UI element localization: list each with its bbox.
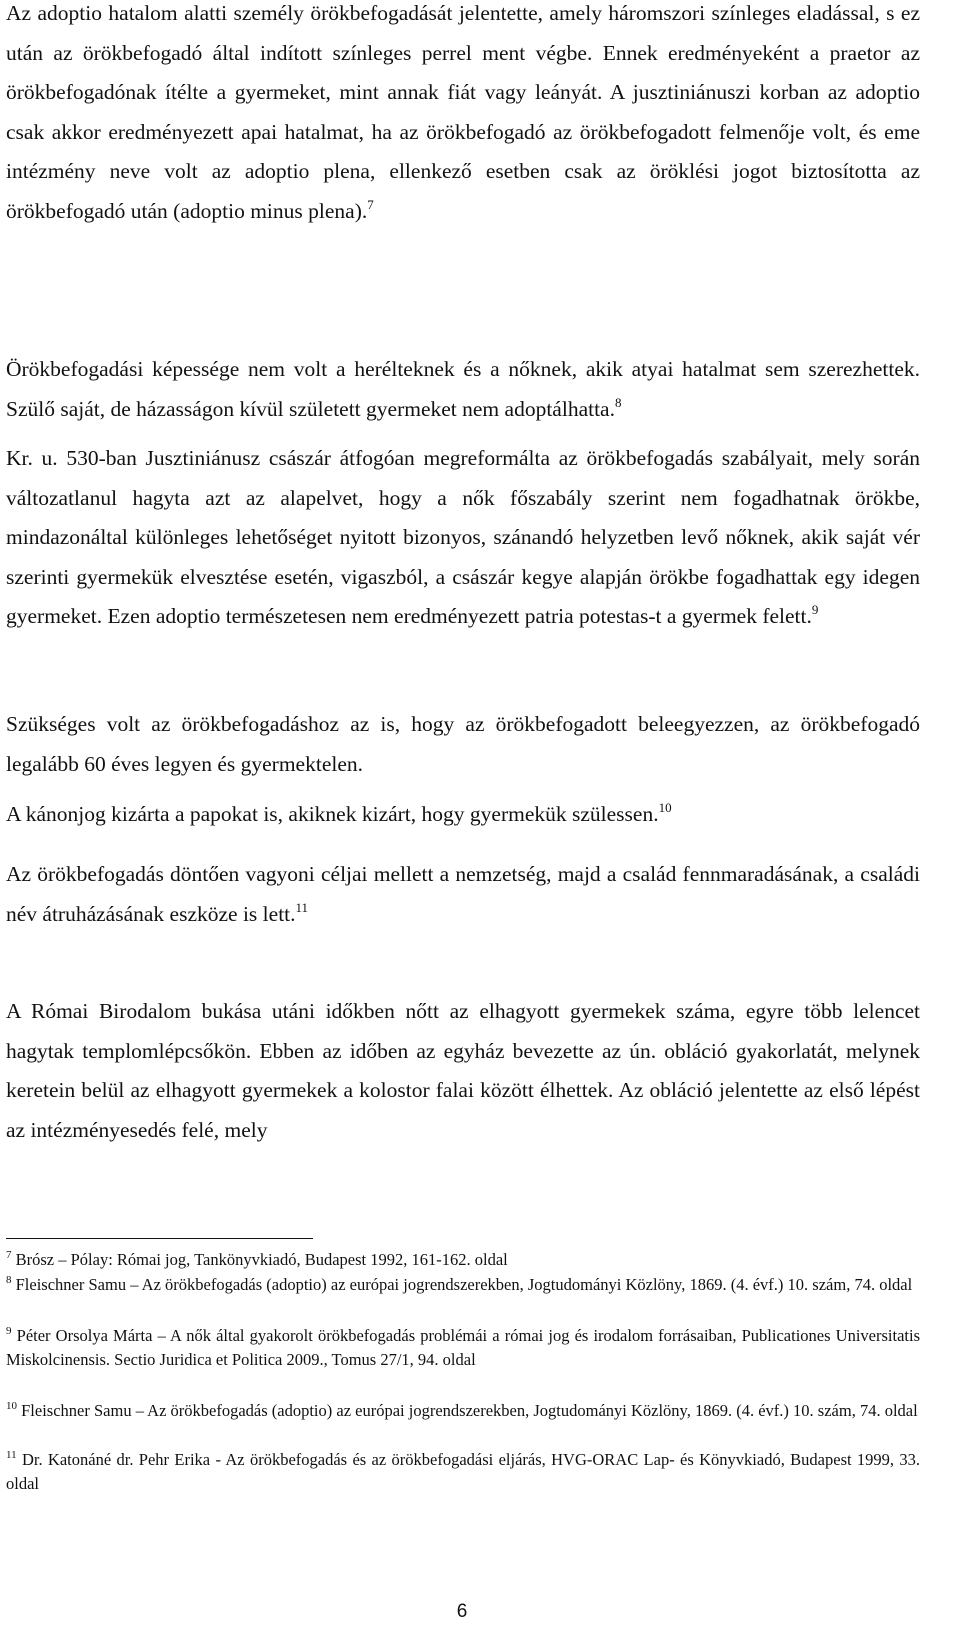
footnote-7 xyxy=(6,1248,920,1272)
paragraph-romai-birodalom xyxy=(6,992,920,1150)
footnote-10 xyxy=(6,1399,920,1423)
footnote-number: 11 xyxy=(6,1449,17,1461)
page-number: 6 xyxy=(456,1601,468,1622)
paragraph-text: Szükséges volt az örökbefogadáshoz az is, hogy az örökbefogadott beleegyezzen, az örökbefogadó legalább 60 éves legyen és gyermektelen. xyxy=(6,712,920,776)
paragraph-text: Az örökbefogadás döntően vagyoni céljai mellett a nemzetség, majd a család fennmaradásának, a családi név átruházásának eszköze is lett. xyxy=(6,862,920,926)
footnote-ref[interactable]: 7 xyxy=(367,196,374,212)
paragraph-vagyoni-celok xyxy=(6,855,920,934)
footnote-text: Fleischner Samu – Az örökbefogadás (adoptio) az európai jogrendszerekben, Jogtudományi Közlöny, 1869. (4. évf.) 10. szám, 74. oldal xyxy=(21,1401,918,1420)
paragraph-text: Kr. u. 530-ban Jusztiniánusz császár átfogóan megreformálta az örökbefogadás szabályait, mely során változatlanul hagyta azt az alapelvet, hogy a nők főszabály szerint nem fogadhatnak örökbe, mindazonáltal különleges lehetőséget nyitott bizonyos, szánandó helyzetben levő nőknek, akik saját vér szerinti gyermekük elvesztése esetén, vigaszból, a császár kegye alapján örökbe fogadhattak egy idegen gyermeket. Ezen adoptio természetesen nem eredményezett patria potestas-t a gyermek felett. xyxy=(6,446,920,628)
paragraph-text: Örökbefogadási képessége nem volt a herélteknek és a nőknek, akik atyai hatalmat sem szerezhettek. Szülő saját, de házasságon kívül született gyermeket nem adoptálhatta. xyxy=(6,357,920,421)
footnote-separator xyxy=(6,1238,313,1239)
paragraph-kanonjog xyxy=(6,795,920,835)
paragraph-kepesseg xyxy=(6,350,920,429)
footnote-number: 10 xyxy=(6,1400,17,1412)
paragraph-text: A Római Birodalom bukása utáni időkben nőtt az elhagyott gyermekek száma, egyre több lelencet hagytak templomlépcsőkön. Ebben az időben az egyház bevezette az ún. obláció gyakorlatát, melynek keretein belül az elhagyott gyermekek a kolostor falai között élhettek. Az obláció jelentette az első lépést az intézményesedés felé, mely xyxy=(6,999,920,1142)
footnote-ref[interactable]: 11 xyxy=(295,899,309,915)
paragraph-text: Az adoptio hatalom alatti személy örökbefogadását jelentette, amely háromszori színleges eladással, s ez után az örökbefogadó által indított színleges perrel ment végbe. Ennek eredményeként a praetor az örökbefogadónak ítélte a gyermeket, mint annak fiát vagy leányát. A jusztiniánuszi korban az adoptio csak akkor eredményezett apai hatalmat, ha az örökbefogadó az örökbefogadott felmenője volt, és eme intézmény neve volt az adoptio plena, ellenkező esetben csak az öröklési jogot biztosította az örökbefogadó után (adoptio minus plena). xyxy=(6,1,920,223)
footnote-ref[interactable]: 9 xyxy=(811,602,819,617)
footnote-text: Fleischner Samu – Az örökbefogadás (adoptio) az európai jogrendszerekben, Jogtudományi Közlöny, 1869. (4. évf.) 10. szám, 74. oldal xyxy=(15,1275,913,1294)
footnote-number: 8 xyxy=(6,1274,12,1286)
footnote-number: 7 xyxy=(6,1249,12,1261)
paragraph-jusztinianusz xyxy=(6,439,920,637)
paragraph-feltetelek xyxy=(6,705,920,784)
footnote-text: Brósz – Pólay: Római jog, Tankönyvkiadó, Budapest 1992, 161-162. oldal xyxy=(15,1250,508,1269)
footnote-number: 9 xyxy=(6,1325,12,1337)
footnote-9 xyxy=(6,1324,920,1371)
footnote-8 xyxy=(6,1273,920,1297)
footnote-text: Péter Orsolya Márta – A nők által gyakorolt örökbefogadás problémái a római jog és irodalom forrásaiban, Publicationes Universitatis Miskolcinensis. Sectio Juridica et Politica 2009., Tomus 27/1, 94. oldal xyxy=(6,1326,920,1369)
footnote-ref[interactable]: 10 xyxy=(658,800,672,815)
footnote-ref[interactable]: 8 xyxy=(614,394,622,410)
paragraph-adoptio xyxy=(6,0,920,231)
paragraph-text: A kánonjog kizárta a papokat is, akiknek kizárt, hogy gyermekük szülessen. xyxy=(6,802,659,826)
footnote-11 xyxy=(6,1448,920,1495)
footnote-text: Dr. Katonáné dr. Pehr Erika - Az örökbefogadás és az örökbefogadási eljárás, HVG-ORAC Lap- és Könyvkiadó, Budapest 1999, 33. oldal xyxy=(6,1450,921,1493)
